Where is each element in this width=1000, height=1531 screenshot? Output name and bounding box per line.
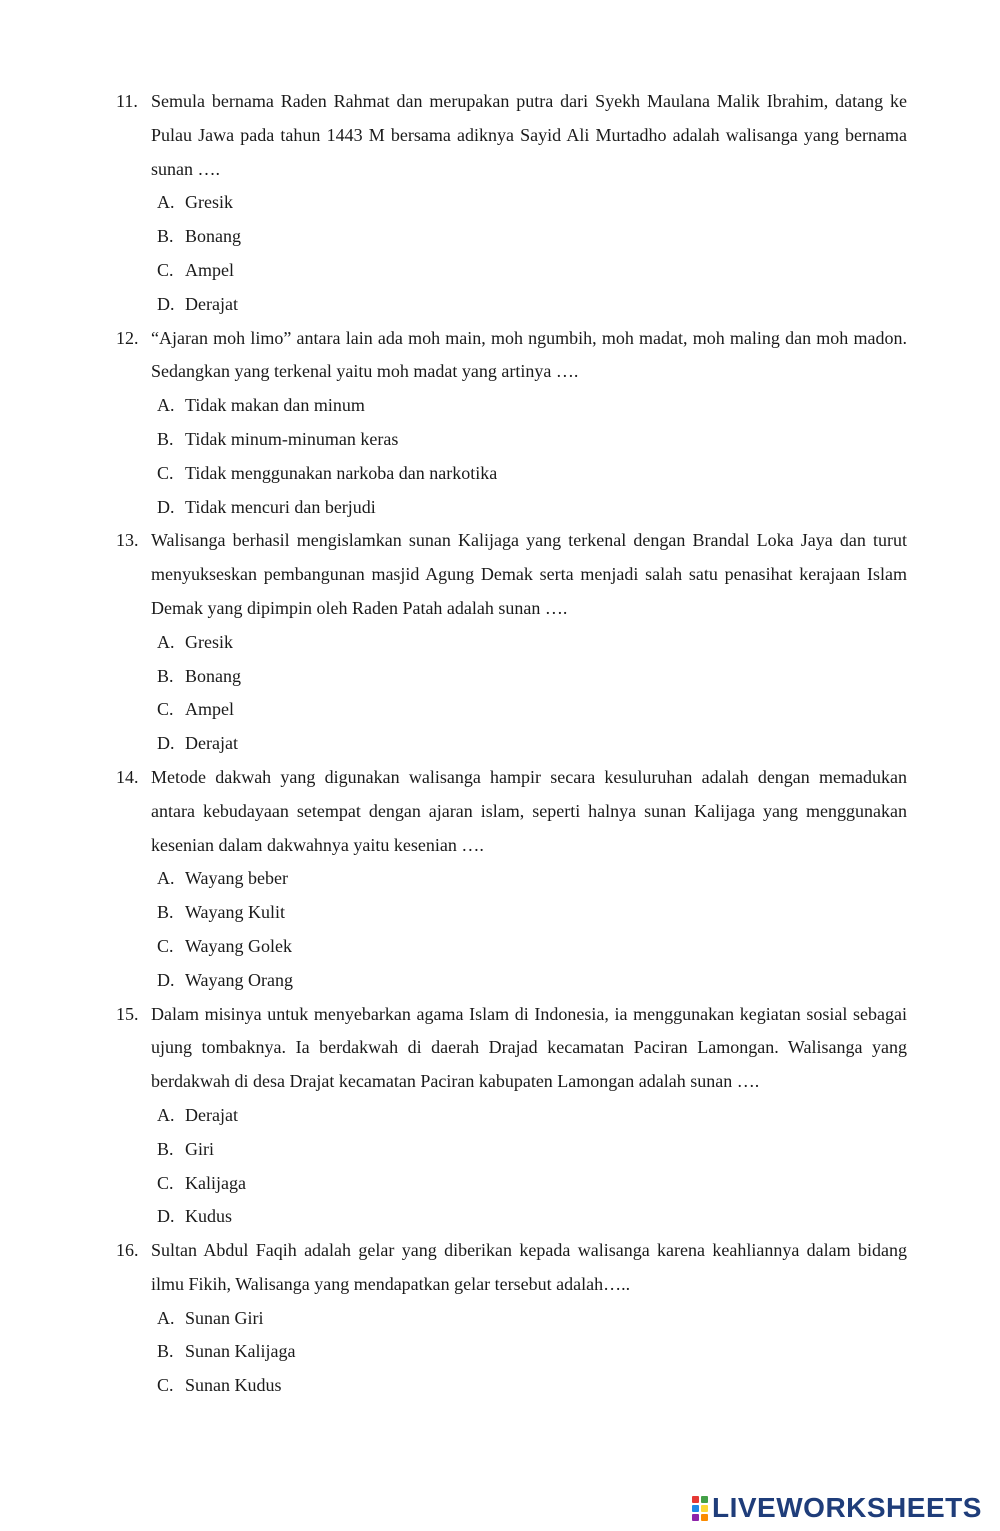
worksheet-page [0,85,1000,1403]
option-letter: B. [157,1138,174,1159]
answer-options [151,862,907,997]
option-d[interactable] [151,964,907,998]
option-text: Bonang [185,665,241,686]
option-a[interactable] [151,1302,907,1336]
question-11 [0,85,907,322]
option-text: Tidak menggunakan narkoba dan narkotika [185,462,498,483]
option-text: Wayang Kulit [185,902,286,923]
option-letter: C. [157,1375,174,1396]
option-text: Kudus [185,1206,233,1227]
option-text: Wayang Orang [185,969,294,990]
option-letter: D. [157,733,175,754]
option-b[interactable] [151,423,907,457]
option-d[interactable] [151,491,907,525]
question-15 [0,998,907,1235]
question-text: Walisanga berhasil mengislamkan sunan Kalijaga yang terkenal dengan Brandal Loka Jaya dan turut menyukseskan pembangunan masjid Agung Demak serta menjadi salah satu penasihat kerajaan Islam Demak yang dipimpin oleh Raden Patah adalah sunan …. [151,530,907,618]
option-text: Gresik [185,192,233,213]
option-text: Derajat [185,1104,238,1125]
option-letter: A. [157,395,175,416]
option-text: Derajat [185,733,238,754]
option-text: Tidak minum-minuman keras [185,428,399,449]
option-letter: C. [157,462,174,483]
answer-options [151,626,907,761]
option-letter: D. [157,496,175,517]
option-text: Bonang [185,226,241,247]
option-letter: B. [157,1341,174,1362]
option-text: Sunan Kalijaga [185,1341,296,1362]
answer-options [151,1302,907,1403]
option-a[interactable] [151,1099,907,1133]
option-letter: A. [157,1104,175,1125]
option-letter: A. [157,1307,175,1328]
option-letter: D. [157,1206,175,1227]
option-letter: C. [157,935,174,956]
option-b[interactable] [151,1133,907,1167]
option-c[interactable] [151,254,907,288]
option-text: Tidak makan dan minum [185,395,365,416]
option-text: Ampel [185,259,234,280]
option-c[interactable] [151,1167,907,1201]
option-letter: A. [157,192,175,213]
answer-options [151,1099,907,1234]
liveworksheets-logo[interactable] [692,1491,982,1525]
question-text: Metode dakwah yang digunakan walisanga hampir secara kesuluruhan adalah dengan memadukan antara kebudayaan setempat dengan ajaran islam, seperti halnya sunan Kalijaga yang menggunakan kesenian dalam dakwahnya yaitu kesenian …. [151,766,907,855]
option-letter: C. [157,259,174,280]
option-text: Wayang beber [185,868,288,889]
question-number: 15. [116,1003,139,1024]
option-letter: B. [157,665,174,686]
option-letter: C. [157,699,174,720]
option-text: Ampel [185,699,234,720]
option-a[interactable] [151,862,907,896]
option-text: Giri [185,1138,214,1159]
question-number: 11. [116,91,138,111]
option-b[interactable] [151,220,907,254]
question-14 [0,761,907,998]
option-a[interactable] [151,626,907,660]
option-letter: A. [157,868,175,889]
option-c[interactable] [151,930,907,964]
option-letter: C. [157,1172,174,1193]
option-d[interactable] [151,727,907,761]
question-text: Sultan Abdul Faqih adalah gelar yang diberikan kepada walisanga karena keahliannya dalam bidang ilmu Fikih, Walisanga yang mendapatkan gelar tersebut adalah….. [151,1240,907,1294]
option-a[interactable] [151,389,907,423]
option-b[interactable] [151,660,907,694]
option-c[interactable] [151,457,907,491]
option-text: Gresik [185,631,233,652]
option-text: Sunan Giri [185,1307,264,1328]
option-text: Derajat [185,293,238,314]
option-d[interactable] [151,288,907,322]
answer-options [151,186,907,321]
option-letter: B. [157,226,174,247]
logo-text: LIVEWORKSHEETS [712,1492,982,1523]
option-c[interactable] [151,1369,907,1403]
question-text: Dalam misinya untuk menyebarkan agama Islam di Indonesia, ia menggunakan kegiatan sosial sebagai ujung tombaknya. Ia berdakwah di daerah Drajad kecamatan Paciran Lamongan. Walisanga yang berdakwah di desa Drajat kecamatan Paciran kabupaten Lamongan adalah sunan …. [151,1003,907,1092]
option-text: Tidak mencuri dan berjudi [185,496,376,517]
option-d[interactable] [151,1200,907,1234]
question-number: 14. [116,766,139,787]
option-text: Sunan Kudus [185,1375,282,1396]
option-c[interactable] [151,693,907,727]
question-number: 12. [116,327,139,348]
liveworksheets-logo-icon [692,1496,708,1521]
option-b[interactable] [151,1335,907,1369]
option-letter: B. [157,428,174,449]
question-text: “Ajaran moh limo” antara lain ada moh main, moh ngumbih, moh madat, moh maling dan moh madon. Sedangkan yang terkenal yaitu moh madat yang artinya …. [151,327,907,382]
option-letter: B. [157,902,174,923]
question-12 [0,322,907,525]
option-b[interactable] [151,896,907,930]
question-number: 13. [116,530,139,551]
question-13 [0,524,907,761]
question-text: Semula bernama Raden Rahmat dan merupakan putra dari Syekh Maulana Malik Ibrahim, datang ke Pulau Jawa pada tahun 1443 M bersama adiknya Sayid Ali Murtadho adalah walisanga yang bernama sunan …. [151,91,907,179]
option-letter: A. [157,631,175,652]
option-text: Wayang Golek [185,935,293,956]
option-letter: D. [157,293,175,314]
answer-options [151,389,907,524]
option-text: Kalijaga [185,1172,246,1193]
question-number: 16. [116,1240,139,1261]
option-letter: D. [157,969,175,990]
question-16 [0,1234,907,1403]
option-a[interactable] [151,186,907,220]
